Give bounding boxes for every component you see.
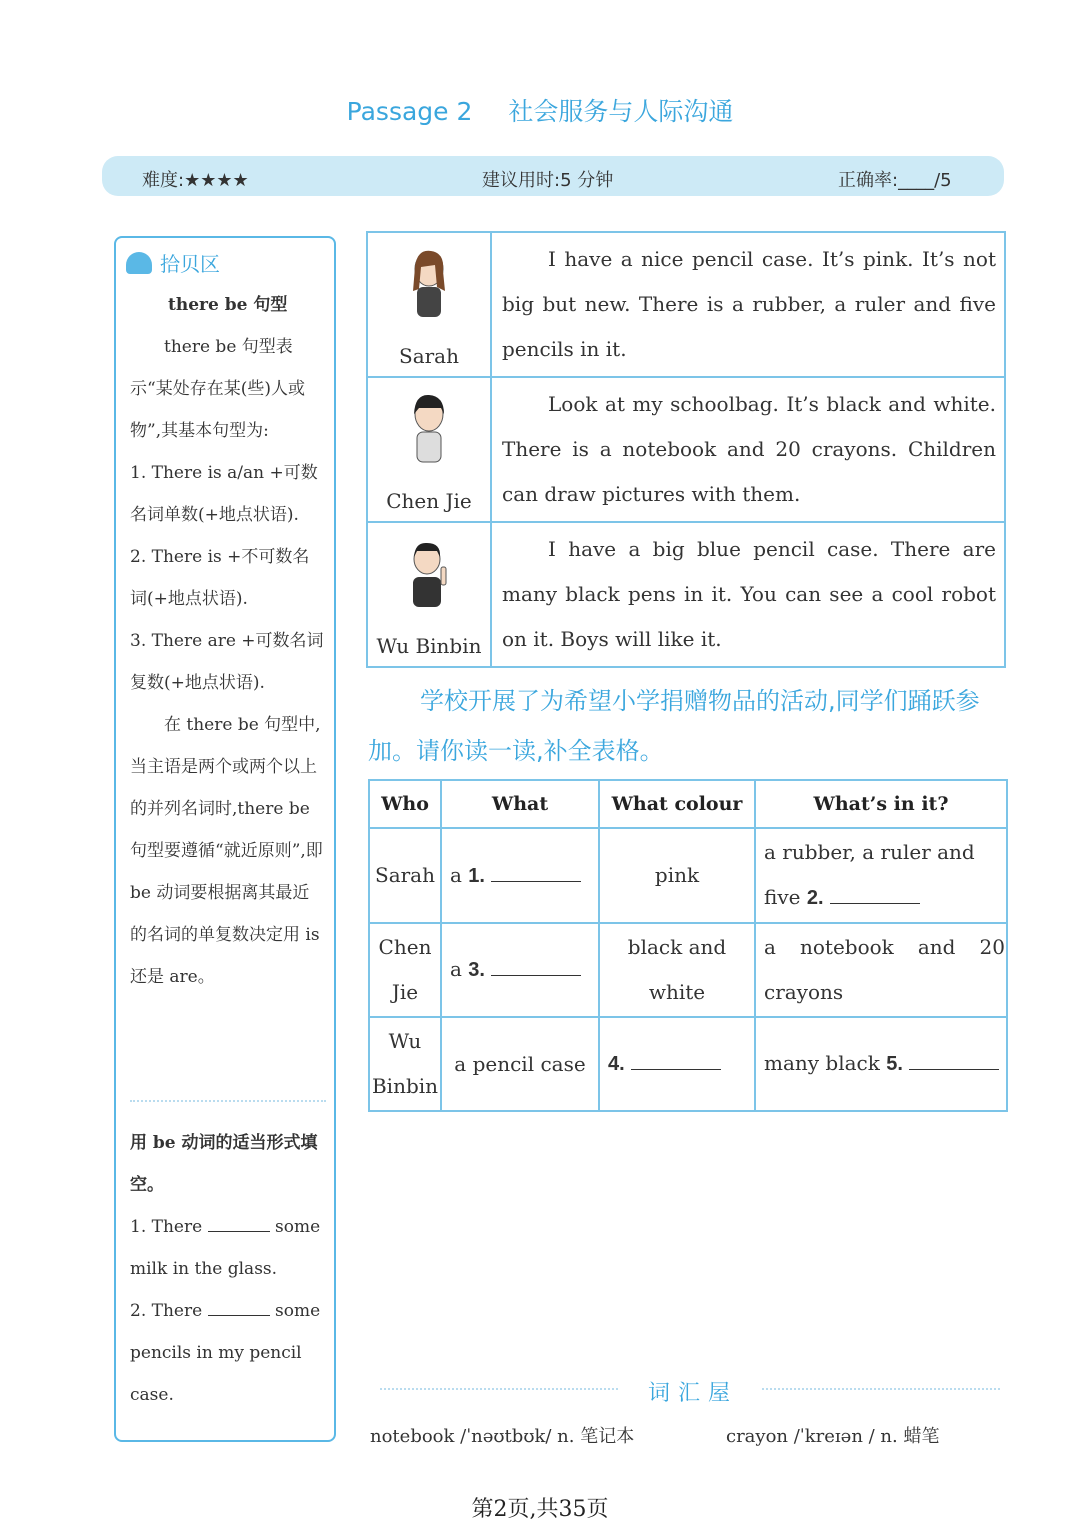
character-name: Chen Jie <box>386 489 472 513</box>
question-number: 5. <box>886 1053 903 1075</box>
cell-contents: many black 5. <box>755 1017 1007 1111</box>
passage-text: I have a big blue pencil case. There are many black pens in it. You can see a cool robot on it. Boys will like it. <box>502 537 996 651</box>
exercise-blank-1[interactable] <box>208 1217 270 1232</box>
task-instruction: 学校开展了为希望小学捐赠物品的活动,同学们踊跃参加。请你读一读,补全表格。 <box>368 687 980 765</box>
grammar-rule-3: 3. There are +可数名词复数(+地点状语). <box>130 631 324 693</box>
cell-colour: pink <box>599 828 755 923</box>
grammar-notes <box>130 284 326 998</box>
vocab-word-crayon: crayon /ˈkreɪən / n. 蜡笔 <box>726 1426 940 1447</box>
cell-who: Chen Jie <box>369 923 441 1017</box>
answer-blank-1[interactable] <box>491 865 581 882</box>
answer-blank-2[interactable] <box>830 887 920 904</box>
cell-colour: black and white <box>599 923 755 1017</box>
character-cell <box>367 232 491 377</box>
vocab-heading: 词汇屋 <box>648 1381 739 1406</box>
cell-contents: a notebook and 20 crayons <box>755 923 1007 1017</box>
passage-title <box>0 92 1080 128</box>
cell-what: a 3. <box>441 923 599 1017</box>
answer-blank-4[interactable] <box>631 1053 721 1070</box>
info-bar <box>102 156 1004 196</box>
table-row <box>369 1017 1007 1111</box>
be-exercise <box>130 1122 326 1416</box>
sidebar-header <box>126 248 220 277</box>
table-header-row <box>369 780 1007 828</box>
exercise-blank-2[interactable] <box>208 1301 270 1316</box>
fill-in-table <box>368 779 1008 1112</box>
table-row <box>369 923 1007 1017</box>
exercise-title: 用 be 动词的适当形式填空。 <box>130 1133 318 1195</box>
cell-what: a 1. <box>441 828 599 923</box>
sidebar-tips <box>114 236 336 1442</box>
grammar-subheading: there be 句型 <box>168 295 288 315</box>
grammar-rule-2: 2. There is +不可数名词(+地点状语). <box>130 547 310 609</box>
question-number: 1. <box>468 864 485 887</box>
character-cell <box>367 522 491 667</box>
exercise-item-1: 1. There some milk in the glass. <box>130 1217 321 1279</box>
col-colour: What colour <box>599 780 755 828</box>
character-name: Wu Binbin <box>376 634 482 658</box>
page-number: 第2页,共35页 <box>471 1497 609 1522</box>
col-what: What <box>441 780 599 828</box>
passage-row <box>367 522 1005 667</box>
sidebar-heading: 拾贝区 <box>160 252 220 276</box>
table-row <box>369 828 1007 923</box>
girl-illustration <box>405 247 453 325</box>
grammar-principle: 在 there be 句型中,当主语是两个或两个以上的并列名词时,there be 句型要遵循“就近原则”,即 be 动词要根据离其最近的名词的单复数决定用 is 还是 are。 <box>130 715 323 987</box>
difficulty-label: 难度:★★★★ <box>142 170 249 191</box>
col-who: Who <box>369 780 441 828</box>
passage-row <box>367 377 1005 522</box>
cell-colour <box>599 1017 755 1111</box>
passage-text-cell <box>491 522 1005 667</box>
character-cell <box>367 377 491 522</box>
passage-text: Look at my schoolbag. It’s black and white. There is a notebook and 20 crayons. Children can draw pictures with them. <box>502 392 996 506</box>
cell-who: Wu Binbin <box>369 1017 441 1111</box>
passage-text: I have a nice pencil case. It’s pink. It’s not big but new. There is a rubber, a ruler and five pencils in it. <box>502 247 996 361</box>
passage-topic: 社会服务与人际沟通 <box>508 97 734 126</box>
answer-blank-5[interactable] <box>909 1053 999 1070</box>
shell-icon <box>126 252 152 274</box>
passage-row <box>367 232 1005 377</box>
cell-contents: a rubber, a ruler and five 2. <box>755 828 1007 923</box>
cell-who: Sarah <box>369 828 441 923</box>
grammar-rule-1: 1. There is a/an +可数名词单数(+地点状语). <box>130 463 318 525</box>
time-label: 建议用时:5 分钟 <box>482 170 614 191</box>
character-name: Sarah <box>399 344 459 368</box>
vocab-header <box>380 1376 1000 1406</box>
passage-number: Passage 2 <box>346 97 473 126</box>
reading-passages <box>366 231 1006 668</box>
accuracy-label: 正确率:____/5 <box>838 170 952 191</box>
passage-text-cell <box>491 232 1005 377</box>
grammar-intro: there be 句型表示“某处存在某(些)人或物”,其基本句型为: <box>130 337 305 441</box>
girl-illustration <box>405 392 453 470</box>
vocab-divider-left <box>380 1388 618 1390</box>
cell-what: a pencil case <box>441 1017 599 1111</box>
sidebar-divider <box>130 1100 326 1102</box>
passage-text-cell <box>491 377 1005 522</box>
boy-illustration <box>405 537 453 615</box>
col-contents: What’s in it? <box>755 780 1007 828</box>
vocab-divider-right <box>762 1388 1000 1390</box>
question-number: 2. <box>806 887 824 909</box>
answer-blank-3[interactable] <box>491 959 581 976</box>
question-number: 4. <box>608 1053 625 1075</box>
exercise-item-2: 2. There some pencils in my pencil case. <box>130 1301 321 1405</box>
question-number: 3. <box>468 959 485 981</box>
vocab-word-notebook: notebook /ˈnəʊtbʊk/ n. 笔记本 <box>370 1426 635 1447</box>
